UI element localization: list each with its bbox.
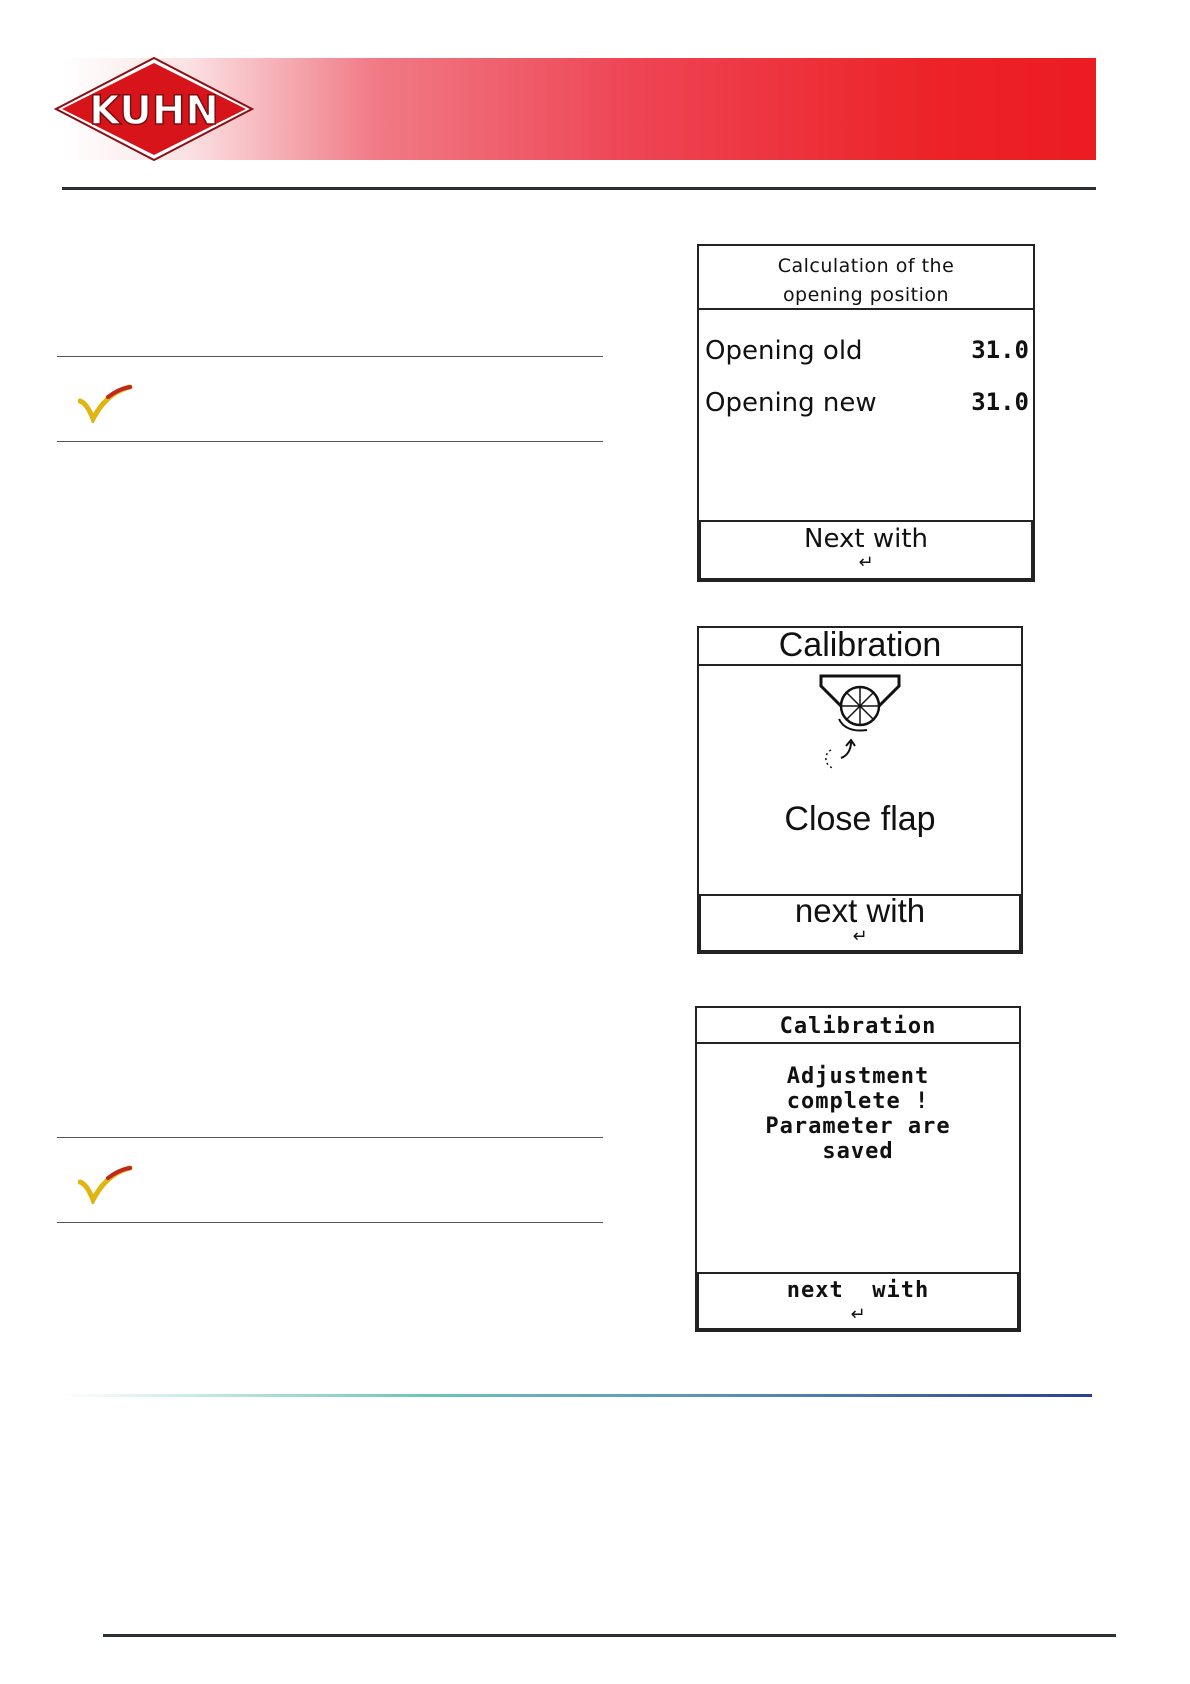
message-line: saved — [822, 1139, 894, 1164]
completion-message — [697, 1064, 1019, 1164]
enter-icon: ↵ — [858, 552, 874, 573]
opening-old-value: 31.0 — [971, 336, 1029, 364]
check-icon — [78, 1164, 134, 1204]
header-divider — [62, 187, 1096, 190]
next-button[interactable] — [699, 894, 1021, 952]
check-icon — [78, 383, 134, 423]
screen-close-flap — [697, 626, 1023, 954]
screen-adjustment-complete — [695, 1006, 1021, 1332]
next-button[interactable] — [699, 520, 1033, 580]
next-label: Next with — [804, 524, 928, 554]
opening-new-label: Opening new — [705, 388, 877, 418]
note-top-rule — [57, 356, 603, 357]
opening-new-value: 31.0 — [971, 388, 1029, 416]
footer-divider — [103, 1634, 1116, 1637]
title-divider — [699, 664, 1021, 666]
message-line: Parameter are — [765, 1114, 951, 1139]
opening-old-row — [705, 336, 1029, 366]
section-gradient-divider — [62, 1394, 1092, 1397]
opening-new-row — [705, 388, 1029, 418]
opening-old-label: Opening old — [705, 336, 863, 366]
screen-title — [699, 252, 1033, 310]
enter-icon: ↵ — [852, 926, 868, 947]
title-line: opening position — [782, 284, 950, 306]
note-top-rule — [57, 1137, 603, 1138]
title-divider — [697, 1042, 1019, 1044]
screen-title: Calibration — [779, 1014, 937, 1039]
spreader-hopper-icon — [817, 672, 903, 772]
message-line: Adjustment — [786, 1064, 930, 1089]
message-line: complete ! — [786, 1089, 930, 1114]
screen-title: Calibration — [778, 626, 942, 664]
next-button[interactable] — [697, 1272, 1019, 1330]
note-bottom-rule — [57, 1222, 603, 1223]
screen-opening-calculation — [697, 244, 1035, 582]
enter-icon: ↵ — [850, 1304, 866, 1325]
title-divider — [699, 308, 1033, 310]
kuhn-logo — [54, 56, 254, 162]
title-line: Calculation of the — [777, 255, 955, 277]
logo-text: KUHN — [89, 88, 219, 134]
instruction-message: Close flap — [784, 800, 936, 838]
next-label: next with — [786, 1278, 930, 1303]
note-bottom-rule — [57, 441, 603, 442]
next-label: next with — [794, 892, 926, 929]
